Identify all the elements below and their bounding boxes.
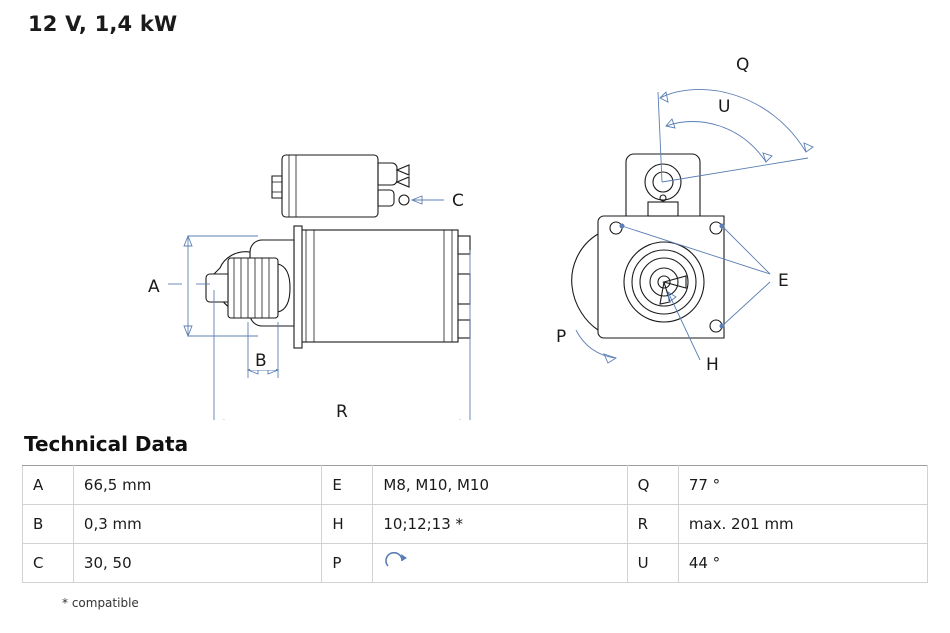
row-key-r: R xyxy=(627,505,678,544)
row-value-r: max. 201 mm xyxy=(678,505,927,544)
row-key-h: H xyxy=(322,505,373,544)
row-value-p xyxy=(373,544,627,583)
row-key-b: B xyxy=(23,505,74,544)
row-value-e: M8, M10, M10 xyxy=(373,466,627,505)
row-key-e: E xyxy=(322,466,373,505)
label-e: E xyxy=(778,271,789,291)
table-footnote: * compatible xyxy=(62,596,139,610)
label-p: P xyxy=(556,327,567,347)
front-view-group xyxy=(556,55,813,375)
row-key-u: U xyxy=(627,544,678,583)
pinion-gear xyxy=(206,258,290,318)
page-title: 12 V, 1,4 kW xyxy=(28,12,178,36)
drawing-svg xyxy=(0,30,950,420)
row-value-c: 30, 50 xyxy=(73,544,321,583)
row-key-p: P xyxy=(322,544,373,583)
row-value-q: 77 ° xyxy=(678,466,927,505)
label-a: A xyxy=(148,277,160,297)
label-u: U xyxy=(718,97,731,117)
row-key-a: A xyxy=(23,466,74,505)
row-key-c: C xyxy=(23,544,74,583)
label-q: Q xyxy=(736,55,750,75)
table-row xyxy=(23,544,928,583)
label-c: C xyxy=(452,191,464,211)
label-r: R xyxy=(336,402,348,420)
technical-data-table xyxy=(22,465,928,583)
technical-data-heading: Technical Data xyxy=(24,432,189,456)
side-view-group xyxy=(142,155,470,420)
row-key-q: Q xyxy=(627,466,678,505)
label-b: B xyxy=(255,351,267,371)
row-value-b: 0,3 mm xyxy=(73,505,321,544)
row-value-u: 44 ° xyxy=(678,544,927,583)
table-row xyxy=(23,466,928,505)
technical-drawing xyxy=(0,30,950,420)
table-row xyxy=(23,505,928,544)
rotation-arrow-icon xyxy=(383,552,409,574)
row-value-h: 10;12;13 * xyxy=(373,505,627,544)
row-value-a: 66,5 mm xyxy=(73,466,321,505)
label-h: H xyxy=(706,355,719,375)
